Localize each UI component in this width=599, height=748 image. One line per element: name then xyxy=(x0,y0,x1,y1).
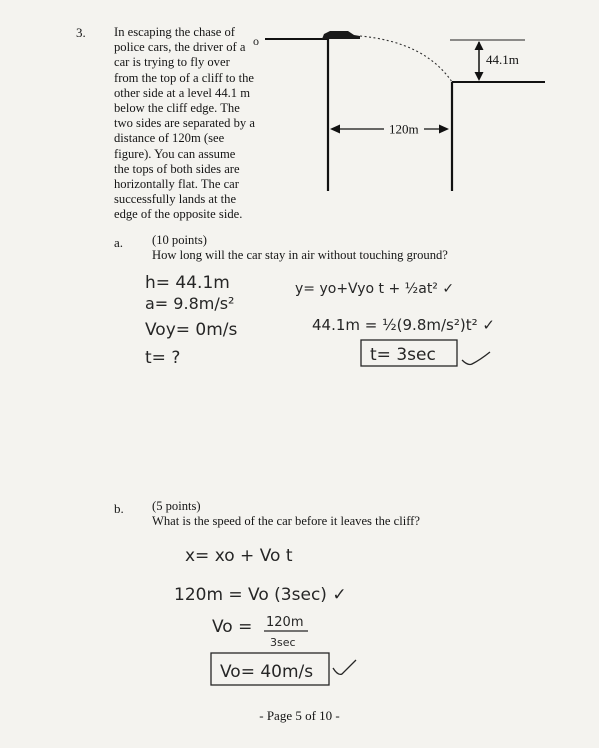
fraction-numerator: 120m xyxy=(266,615,304,630)
problem-line: horizontally flat. The car xyxy=(114,177,239,192)
part-a-letter: a. xyxy=(114,235,124,250)
velocity-solve-left: Vo = xyxy=(212,617,253,637)
problem-line: the tops of both sides are xyxy=(114,161,240,176)
distance-label: 120m xyxy=(389,121,419,137)
part-b-question-text: What is the speed of the car before it leaves the cliff? xyxy=(152,514,420,528)
check-mark-icon xyxy=(462,352,490,365)
height-label: 44.1m xyxy=(486,52,519,67)
problem-line: two sides are separated by a xyxy=(114,116,255,131)
unknown-time: t= ? xyxy=(145,348,181,368)
problem-line: other side at a level 44.1 m xyxy=(114,85,251,100)
part-b-letter: b. xyxy=(114,501,124,516)
part-a-points: (10 points) xyxy=(152,233,207,247)
problem-line: car is trying to fly over xyxy=(114,55,230,70)
problem-line: In escaping the chase of xyxy=(114,25,235,39)
problem-line: figure). You can assume xyxy=(114,146,236,161)
problem-line: distance of 120m (see xyxy=(114,131,225,146)
problem-line: from the top of a cliff to the xyxy=(114,70,255,85)
horizontal-substitution: 120m = Vo (3sec) ✓ xyxy=(174,585,347,605)
check-mark-icon xyxy=(333,660,356,674)
problem-line: police cars, the driver of a xyxy=(114,40,246,55)
problem-line: edge of the opposite side. xyxy=(114,207,243,222)
part-b-points: (5 points) xyxy=(152,499,201,513)
problem-line: below the cliff edge. The xyxy=(114,101,240,116)
problem-number: 3. xyxy=(76,25,86,40)
given-height: h= 44.1m xyxy=(145,273,230,293)
substituted-equation: 44.1m = ½(9.8m/s²)t² ✓ xyxy=(312,316,495,334)
page-number: - Page 5 of 10 - xyxy=(259,708,340,723)
fraction-denominator: 3sec xyxy=(270,636,296,649)
kinematic-equation: y= yo+Vyo t + ½at² ✓ xyxy=(295,281,455,297)
problem-line: successfully lands at the xyxy=(114,192,237,207)
part-a-question-text: How long will the car stay in air without touching ground? xyxy=(152,248,448,262)
given-initial-vertical-velocity: Voy= 0m/s xyxy=(145,320,238,340)
given-acceleration: a= 9.8m/s² xyxy=(145,294,235,313)
speed-answer: Vo= 40m/s xyxy=(220,662,314,682)
time-answer: t= 3sec xyxy=(370,345,436,365)
start-marker: o xyxy=(253,34,259,48)
horizontal-position-equation: x= xo + Vo t xyxy=(185,546,293,566)
